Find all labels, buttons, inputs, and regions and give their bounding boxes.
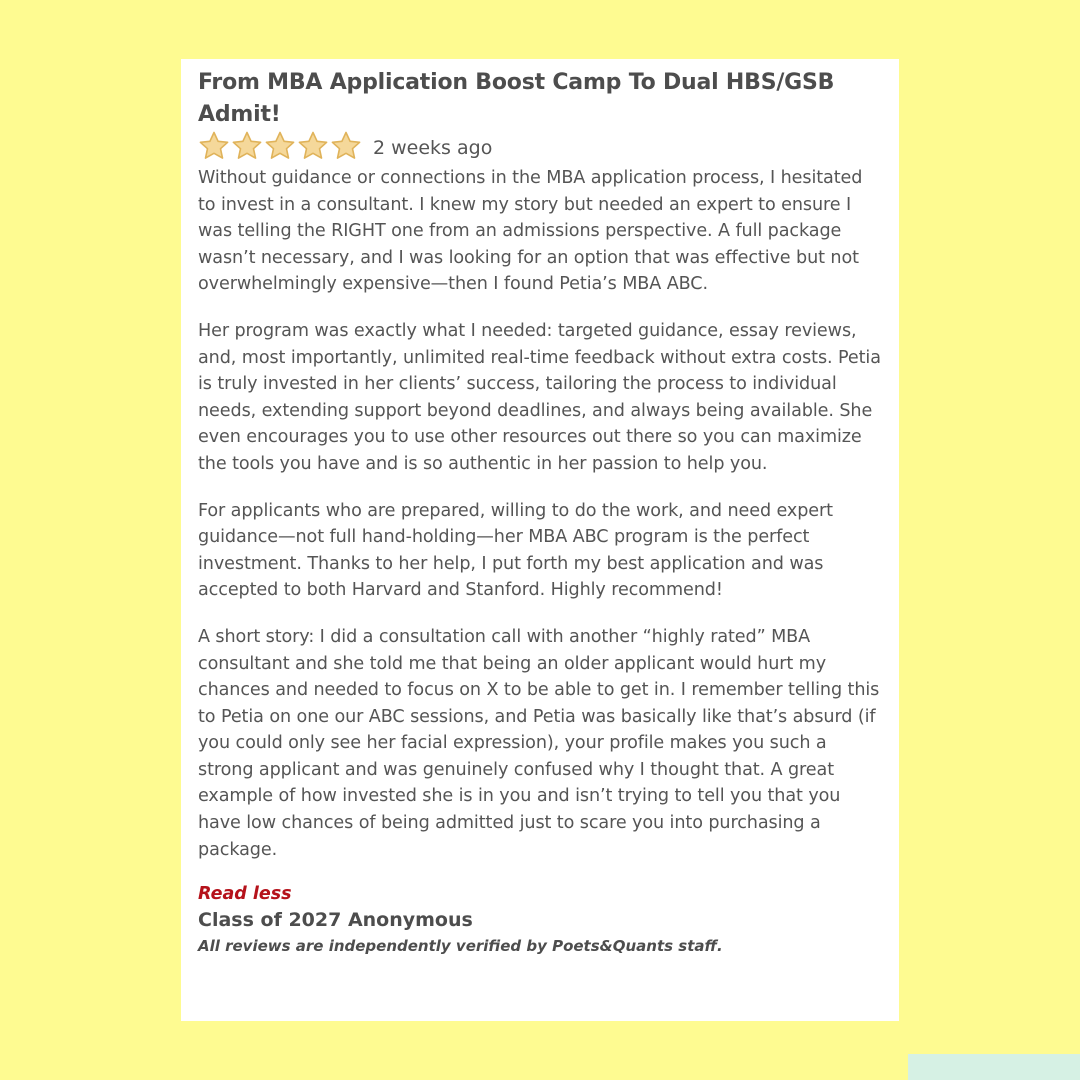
review-paragraph: A short story: I did a consultation call with another “highly rated” MBA consultant and she told me that being an older applicant would hurt my chances and needed to focus on X to be able to get in. I remember telling this to Petia on one our ABC sessions, and Petia was basically like that’s absurd (if you could only see her facial expression), your profile makes you such a strong applicant and was genuinely confused why I thought that. A great example of how invested she is in you and isn’t trying to tell you that you have low chances of being admitted just to scare you into purchasing a package. bbox=[198, 626, 880, 860]
review-paragraph: Without guidance or connections in the MBA application process, I hesitated to invest in a consultant. I knew my story but needed an expert to ensure I was telling the RIGHT one from an admissions perspective. A full package wasn’t necessary, and I was looking for an option that was effective but not overwhelmingly expensive—then I found Petia’s MBA ABC. bbox=[198, 168, 863, 295]
review-date: 2 weeks ago bbox=[373, 137, 493, 159]
corner-accent bbox=[908, 1054, 1080, 1080]
review-author: Class of 2027 Anonymous bbox=[198, 909, 473, 932]
review-card bbox=[181, 59, 899, 1021]
star-rating bbox=[198, 130, 362, 162]
star-icon bbox=[231, 130, 263, 162]
star-icon bbox=[297, 130, 329, 162]
review-title: From MBA Application Boost Camp To Dual HBS/GSB Admit! bbox=[198, 70, 835, 127]
review-body bbox=[198, 165, 881, 863]
star-icon bbox=[198, 130, 230, 162]
verification-note: All reviews are independently verified by Poets&Quants staff. bbox=[198, 937, 723, 956]
review-paragraph: For applicants who are prepared, willing to do the work, and need expert guidance—not full hand-holding—her MBA ABC program is the perfect investment. Thanks to her help, I put forth my best application and was accepted to both Harvard and Stanford. Highly recommend! bbox=[198, 500, 833, 601]
star-icon bbox=[330, 130, 362, 162]
review-paragraph: Her program was exactly what I needed: targeted guidance, essay reviews, and, most importantly, unlimited real-time feedback without extra costs. Petia is truly invested in her clients’ success, tailoring the process to individual needs, extending support beyond deadlines, and always being available. She even encourages you to use other resources out there so you can maximize the tools you have and is so authentic in her passion to help you. bbox=[198, 320, 881, 474]
rating-row bbox=[198, 129, 881, 163]
star-icon bbox=[264, 130, 296, 162]
read-less-link[interactable]: Read less bbox=[198, 884, 292, 905]
